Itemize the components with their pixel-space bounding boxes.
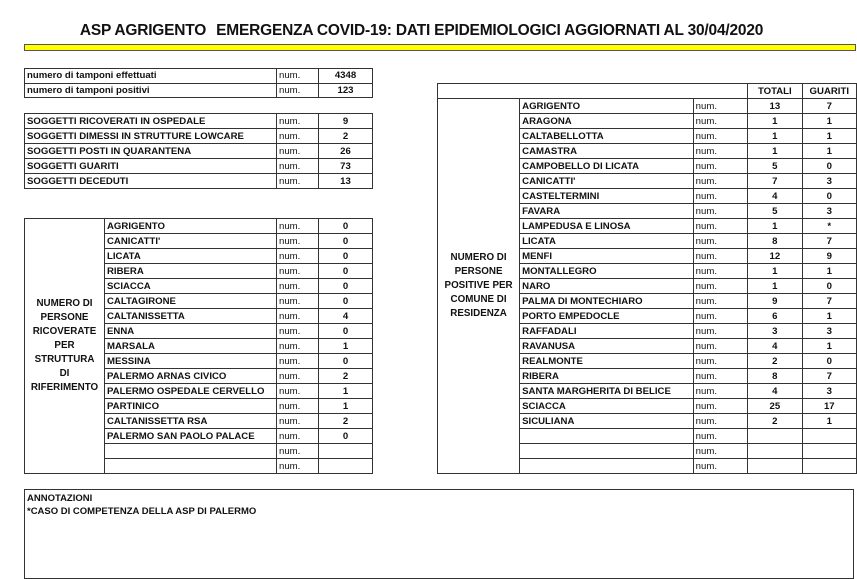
positivi-guariti: 7 [802, 369, 856, 384]
positivi-totali: 1 [748, 219, 802, 234]
soggetti-label: SOGGETTI POSTI IN QUARANTENA [25, 144, 277, 159]
ricoverati-unit: num. [277, 294, 319, 309]
tamponi-unit: num. [277, 83, 319, 98]
positivi-header-blank [438, 84, 748, 99]
positivi-unit: num. [693, 99, 747, 114]
ricoverati-name: SCIACCA [105, 279, 277, 294]
ricoverati-unit: num. [277, 324, 319, 339]
positivi-guariti: 1 [802, 309, 856, 324]
positivi-name [520, 429, 694, 444]
positivi-unit: num. [693, 144, 747, 159]
ricoverati-name: PALERMO SAN PAOLO PALACE [105, 429, 277, 444]
positivi-unit: num. [693, 444, 747, 459]
title-org: ASP AGRIGENTO [79, 22, 207, 39]
positivi-guariti: 17 [802, 399, 856, 414]
positivi-guariti: 1 [802, 144, 856, 159]
positivi-totali: 12 [748, 249, 802, 264]
soggetti-value: 2 [319, 129, 373, 144]
soggetti-value: 13 [319, 174, 373, 189]
positivi-totali: 5 [748, 204, 802, 219]
positivi-guariti: 3 [802, 204, 856, 219]
ricoverati-name [105, 444, 277, 459]
positivi-guariti: 3 [802, 384, 856, 399]
positivi-totali: 9 [748, 294, 802, 309]
ricoverati-unit: num. [277, 234, 319, 249]
positivi-totali: 5 [748, 159, 802, 174]
positivi-totali: 4 [748, 339, 802, 354]
positivi-totali: 4 [748, 189, 802, 204]
positivi-row [438, 99, 857, 114]
title-underline-bar [24, 44, 856, 51]
positivi-unit: num. [693, 204, 747, 219]
positivi-name: PORTO EMPEDOCLE [520, 309, 694, 324]
positivi-group-label: NUMERO DI PERSONE POSITIVE PER COMUNE DI RESIDENZA [438, 99, 520, 474]
positivi-guariti: 3 [802, 324, 856, 339]
ricoverati-table [24, 218, 373, 474]
positivi-unit: num. [693, 324, 747, 339]
positivi-totali: 2 [748, 354, 802, 369]
positivi-name: CASTELTERMINI [520, 189, 694, 204]
positivi-guariti: 0 [802, 159, 856, 174]
ricoverati-unit: num. [277, 279, 319, 294]
ricoverati-value: 0 [319, 324, 373, 339]
ricoverati-name [105, 459, 277, 474]
positivi-guariti: * [802, 219, 856, 234]
soggetti-table [24, 113, 373, 189]
positivi-guariti: 3 [802, 174, 856, 189]
positivi-table [437, 83, 857, 474]
positivi-totali: 1 [748, 129, 802, 144]
soggetti-value: 73 [319, 159, 373, 174]
positivi-header-guariti: GUARITI [802, 84, 856, 99]
soggetti-value: 26 [319, 144, 373, 159]
positivi-name [520, 459, 694, 474]
positivi-name: PALMA DI MONTECHIARO [520, 294, 694, 309]
soggetti-label: SOGGETTI DIMESSI IN STRUTTURE LOWCARE [25, 129, 277, 144]
ricoverati-value: 0 [319, 264, 373, 279]
ricoverati-name: LICATA [105, 249, 277, 264]
ricoverati-name: PALERMO ARNAS CIVICO [105, 369, 277, 384]
positivi-name: FAVARA [520, 204, 694, 219]
positivi-name: RAVANUSA [520, 339, 694, 354]
tamponi-label: numero di tamponi positivi [25, 83, 277, 98]
ricoverati-value: 0 [319, 279, 373, 294]
positivi-name: REALMONTE [520, 354, 694, 369]
positivi-unit: num. [693, 279, 747, 294]
positivi-totali: 1 [748, 144, 802, 159]
positivi-name: SANTA MARGHERITA DI BELICE [520, 384, 694, 399]
tamponi-value: 123 [319, 83, 373, 98]
ricoverati-row [25, 219, 373, 234]
positivi-name: LAMPEDUSA E LINOSA [520, 219, 694, 234]
ricoverati-unit: num. [277, 459, 319, 474]
soggetti-body [25, 114, 373, 189]
positivi-guariti: 1 [802, 414, 856, 429]
ricoverati-name: CALTAGIRONE [105, 294, 277, 309]
positivi-unit: num. [693, 234, 747, 249]
ricoverati-name: MESSINA [105, 354, 277, 369]
soggetti-unit: num. [277, 114, 319, 129]
positivi-guariti: 1 [802, 129, 856, 144]
positivi-guariti: 1 [802, 114, 856, 129]
positivi-name: CAMPOBELLO DI LICATA [520, 159, 694, 174]
positivi-totali: 25 [748, 399, 802, 414]
soggetti-unit: num. [277, 174, 319, 189]
soggetti-unit: num. [277, 159, 319, 174]
tamponi-row [25, 83, 373, 98]
positivi-unit: num. [693, 114, 747, 129]
ricoverati-value: 0 [319, 249, 373, 264]
soggetti-label: SOGGETTI GUARITI [25, 159, 277, 174]
ricoverati-value: 4 [319, 309, 373, 324]
positivi-unit: num. [693, 189, 747, 204]
ricoverati-unit: num. [277, 309, 319, 324]
positivi-totali: 4 [748, 384, 802, 399]
positivi-name: SICULIANA [520, 414, 694, 429]
title-main: EMERGENZA COVID-19: DATI EPIDEMIOLOGICI AGGIORNATI AL 30/04/2020 [216, 22, 764, 39]
positivi-guariti [802, 444, 856, 459]
positivi-body [438, 84, 857, 474]
positivi-unit: num. [693, 429, 747, 444]
soggetti-unit: num. [277, 144, 319, 159]
positivi-unit: num. [693, 369, 747, 384]
positivi-unit: num. [693, 174, 747, 189]
positivi-unit: num. [693, 294, 747, 309]
ricoverati-value: 0 [319, 354, 373, 369]
positivi-guariti: 1 [802, 264, 856, 279]
positivi-name: CAMASTRA [520, 144, 694, 159]
soggetti-row [25, 144, 373, 159]
ricoverati-name: CANICATTI' [105, 234, 277, 249]
positivi-totali: 7 [748, 174, 802, 189]
tamponi-unit: num. [277, 69, 319, 84]
tamponi-table [24, 68, 373, 98]
ricoverati-unit: num. [277, 249, 319, 264]
positivi-unit: num. [693, 309, 747, 324]
positivi-totali [748, 429, 802, 444]
ricoverati-unit: num. [277, 444, 319, 459]
ricoverati-value: 0 [319, 429, 373, 444]
ricoverati-name: CALTANISSETTA RSA [105, 414, 277, 429]
ricoverati-value: 0 [319, 294, 373, 309]
soggetti-row [25, 159, 373, 174]
ricoverati-unit: num. [277, 219, 319, 234]
ricoverati-name: ENNA [105, 324, 277, 339]
ricoverati-unit: num. [277, 369, 319, 384]
ricoverati-name: AGRIGENTO [105, 219, 277, 234]
ricoverati-name: MARSALA [105, 339, 277, 354]
tamponi-body [25, 69, 373, 98]
positivi-name: CANICATTI' [520, 174, 694, 189]
ricoverati-value: 2 [319, 369, 373, 384]
positivi-unit: num. [693, 219, 747, 234]
tamponi-row [25, 69, 373, 84]
positivi-totali: 8 [748, 234, 802, 249]
positivi-totali: 1 [748, 114, 802, 129]
positivi-guariti [802, 429, 856, 444]
positivi-totali: 8 [748, 369, 802, 384]
ricoverati-unit: num. [277, 399, 319, 414]
positivi-guariti: 0 [802, 354, 856, 369]
ricoverati-unit: num. [277, 414, 319, 429]
tamponi-value: 4348 [319, 69, 373, 84]
positivi-unit: num. [693, 459, 747, 474]
soggetti-row [25, 129, 373, 144]
positivi-name: RAFFADALI [520, 324, 694, 339]
soggetti-label: SOGGETTI RICOVERATI IN OSPEDALE [25, 114, 277, 129]
ricoverati-value: 2 [319, 414, 373, 429]
ricoverati-unit: num. [277, 264, 319, 279]
positivi-name [520, 444, 694, 459]
ricoverati-body [25, 219, 373, 474]
positivi-name: CALTABELLOTTA [520, 129, 694, 144]
positivi-name: ARAGONA [520, 114, 694, 129]
positivi-guariti: 0 [802, 189, 856, 204]
positivi-unit: num. [693, 414, 747, 429]
positivi-guariti: 7 [802, 99, 856, 114]
positivi-name: SCIACCA [520, 399, 694, 414]
ricoverati-value [319, 444, 373, 459]
positivi-guariti: 7 [802, 234, 856, 249]
soggetti-row [25, 114, 373, 129]
annotazioni-note: *CASO DI COMPETENZA DELLA ASP DI PALERMO [27, 506, 257, 517]
positivi-guariti [802, 459, 856, 474]
positivi-unit: num. [693, 399, 747, 414]
positivi-name: MENFI [520, 249, 694, 264]
ricoverati-unit: num. [277, 384, 319, 399]
positivi-name: MONTALLEGRO [520, 264, 694, 279]
annotazioni-box [24, 489, 854, 579]
positivi-name: RIBERA [520, 369, 694, 384]
positivi-totali: 2 [748, 414, 802, 429]
positivi-totali [748, 444, 802, 459]
positivi-guariti: 0 [802, 279, 856, 294]
positivi-unit: num. [693, 354, 747, 369]
soggetti-unit: num. [277, 129, 319, 144]
positivi-guariti: 1 [802, 339, 856, 354]
positivi-unit: num. [693, 129, 747, 144]
ricoverati-unit: num. [277, 354, 319, 369]
positivi-unit: num. [693, 339, 747, 354]
soggetti-row [25, 174, 373, 189]
ricoverati-value: 1 [319, 399, 373, 414]
positivi-name: NARO [520, 279, 694, 294]
positivi-totali [748, 459, 802, 474]
tamponi-label: numero di tamponi effettuati [25, 69, 277, 84]
positivi-unit: num. [693, 159, 747, 174]
ricoverati-value: 0 [319, 234, 373, 249]
page-title [0, 22, 843, 40]
ricoverati-value: 1 [319, 384, 373, 399]
ricoverati-name: RIBERA [105, 264, 277, 279]
positivi-name: LICATA [520, 234, 694, 249]
positivi-guariti: 9 [802, 249, 856, 264]
ricoverati-value: 1 [319, 339, 373, 354]
positivi-header-row [438, 84, 857, 99]
positivi-totali: 6 [748, 309, 802, 324]
ricoverati-name: CALTANISSETTA [105, 309, 277, 324]
positivi-header-totali: TOTALI [748, 84, 802, 99]
positivi-unit: num. [693, 264, 747, 279]
soggetti-value: 9 [319, 114, 373, 129]
ricoverati-unit: num. [277, 429, 319, 444]
positivi-guariti: 7 [802, 294, 856, 309]
ricoverati-name: PARTINICO [105, 399, 277, 414]
ricoverati-value: 0 [319, 219, 373, 234]
positivi-unit: num. [693, 249, 747, 264]
ricoverati-value [319, 459, 373, 474]
annotazioni-title: ANNOTAZIONI [27, 493, 93, 504]
positivi-totali: 1 [748, 264, 802, 279]
positivi-totali: 1 [748, 279, 802, 294]
positivi-totali: 13 [748, 99, 802, 114]
ricoverati-name: PALERMO OSPEDALE CERVELLO [105, 384, 277, 399]
soggetti-label: SOGGETTI DECEDUTI [25, 174, 277, 189]
positivi-name: AGRIGENTO [520, 99, 694, 114]
ricoverati-unit: num. [277, 339, 319, 354]
positivi-unit: num. [693, 384, 747, 399]
ricoverati-group-label: NUMERO DI PERSONE RICOVERATE PER STRUTTURA DI RIFERIMENTO [25, 219, 105, 474]
positivi-totali: 3 [748, 324, 802, 339]
